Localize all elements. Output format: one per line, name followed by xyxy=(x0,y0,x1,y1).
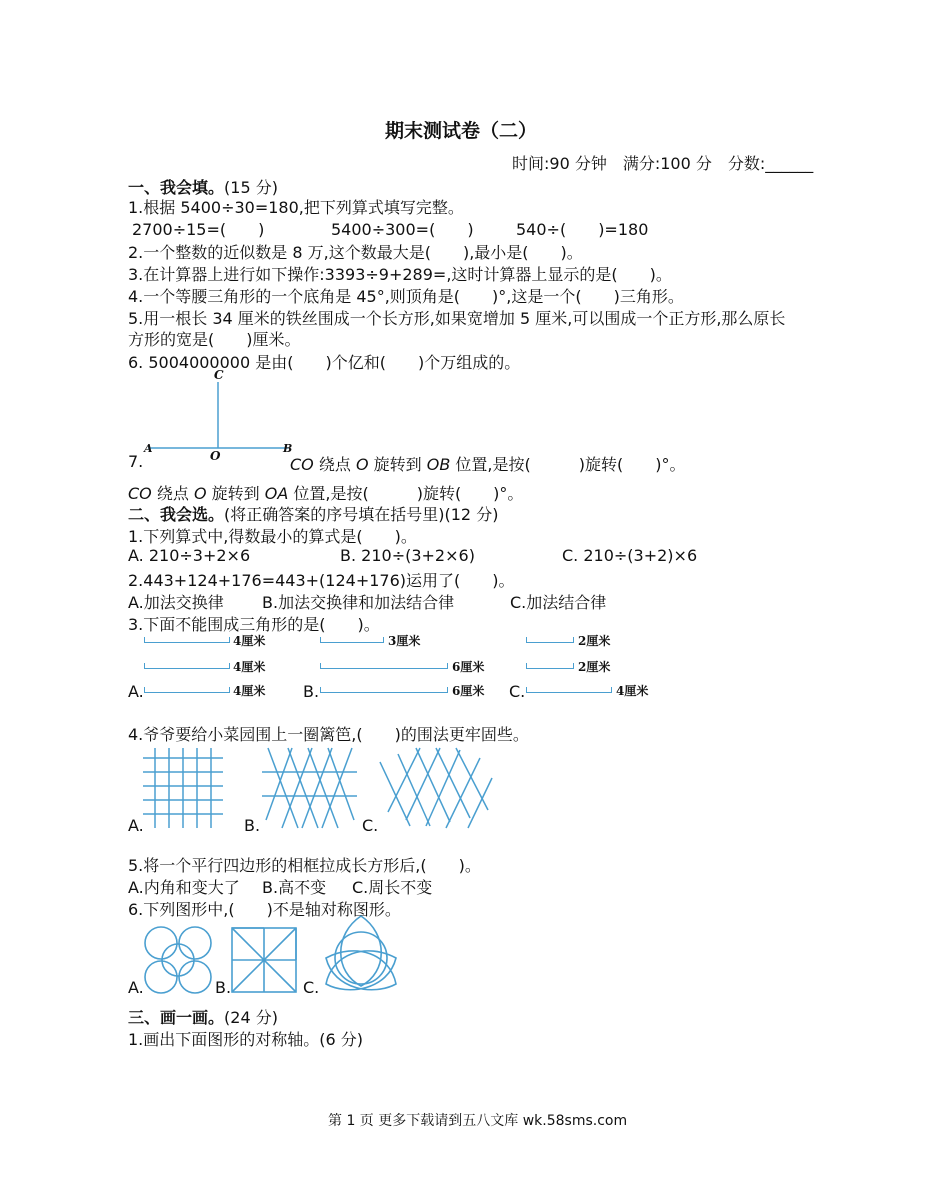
option-a-length-3: 4厘米 xyxy=(233,684,266,698)
q7-a-mid2: 旋转到 xyxy=(368,455,427,474)
label-o: O xyxy=(210,449,221,463)
q7-b-post: 位置,是按( )旋转( )°。 xyxy=(288,484,524,503)
option-b-length-2: 6厘米 xyxy=(452,660,485,674)
option-b-length-1: 3厘米 xyxy=(388,634,421,648)
section2-heading-row xyxy=(128,502,498,525)
option-b-length-3: 6厘米 xyxy=(452,684,485,698)
s2-q2-a: A.加法交换律 xyxy=(128,593,224,612)
label-a: A xyxy=(144,442,153,455)
s2-q5-a: A.内角和变大了 xyxy=(128,878,240,897)
fence-grid-c xyxy=(380,748,492,830)
s2-q2: 2.443+124+176=443+(124+176)运用了( )。 xyxy=(128,571,515,590)
q6-option-b-letter: B. xyxy=(215,978,232,997)
fence-grid-a xyxy=(143,748,223,830)
option-a-segment-3 xyxy=(144,687,230,693)
option-b-segment-2 xyxy=(320,663,448,669)
page-footer: 第 1 页 更多下载请到五八文库 wk.58sms.com xyxy=(328,1113,628,1129)
option-c-segment-1 xyxy=(526,637,574,643)
s1-q7-line2 xyxy=(128,481,523,504)
section3-heading-row xyxy=(128,1005,278,1028)
section1-heading: 一、我会填。 xyxy=(128,178,225,197)
q4-option-c-letter: C. xyxy=(362,816,379,835)
q7-a-mid1: 绕点 xyxy=(313,455,356,474)
s2-q1-a: A. 210÷3+2×6 xyxy=(128,546,251,565)
label-c: C xyxy=(214,368,224,382)
s1-q5-line2: 方形的宽是( )厘米。 xyxy=(128,330,301,349)
q6-option-a-letter: A. xyxy=(128,978,144,997)
s1-q1-b: 5400÷300=( ) xyxy=(331,220,474,239)
option-c-segment-3 xyxy=(526,687,612,693)
s2-q6: 6.下列图形中,( )不是轴对称图形。 xyxy=(128,900,401,919)
s1-q7-line1 xyxy=(290,452,685,475)
s1-q7-number: 7. xyxy=(128,452,144,471)
s2-q2-b: B.加法交换律和加法结合律 xyxy=(262,593,455,612)
q7-b-o: O xyxy=(193,484,207,503)
s1-q5-line1: 5.用一根长 34 厘米的铁丝围成一个长方形,如果宽增加 5 厘米,可以围成一个正方形,那么原长 xyxy=(128,309,786,328)
q7-a-co: CO xyxy=(290,455,314,474)
section3-heading: 三、画一画。 xyxy=(128,1008,225,1027)
q7-b-mid1: 绕点 xyxy=(151,484,194,503)
triquetra-figure xyxy=(318,914,404,998)
section1-score: (15 分) xyxy=(224,178,278,197)
flower-figure xyxy=(142,926,214,994)
s1-q6: 6. 5004000000 是由( )个亿和( )个万组成的。 xyxy=(128,353,521,372)
option-c-length-2: 2厘米 xyxy=(578,660,611,674)
option-a-letter: A. xyxy=(128,682,144,701)
option-c-length-1: 2厘米 xyxy=(578,634,611,648)
s2-q4: 4.爷爷要给小菜园围上一圈篱笆,( )的围法更牢固些。 xyxy=(128,725,529,744)
pinwheel-figure xyxy=(230,926,300,994)
option-b-letter: B. xyxy=(303,682,320,701)
s1-q1-a: 2700÷15=( ) xyxy=(132,220,265,239)
option-a-segment-2 xyxy=(144,663,230,669)
exam-info: 时间:90 分钟 满分:100 分 分数:______ xyxy=(512,154,814,173)
q7-b-oa: OA xyxy=(264,484,289,503)
q7-a-post: 位置,是按( )旋转( )°。 xyxy=(450,455,686,474)
s2-q1-c: C. 210÷(3+2)×6 xyxy=(562,546,698,565)
q7-a-ob: OB xyxy=(426,455,451,474)
s3-q1: 1.画出下面图形的对称轴。(6 分) xyxy=(128,1030,364,1049)
s1-q3: 3.在计算器上进行如下操作:3393÷9+289=,这时计算器上显示的是( )。 xyxy=(128,265,672,284)
q7-b-co: CO xyxy=(128,484,152,503)
option-c-segment-2 xyxy=(526,663,574,669)
option-b-segment-3 xyxy=(320,687,448,693)
s1-q1: 1.根据 5400÷30=180,把下列算式填写完整。 xyxy=(128,198,464,217)
page-title: 期末测试卷（二） xyxy=(385,120,538,142)
section3-score: (24 分) xyxy=(224,1008,278,1027)
s1-q2: 2.一个整数的近似数是 8 万,这个数最大是( ),最小是( )。 xyxy=(128,243,583,262)
q7-a-o: O xyxy=(355,455,369,474)
s2-q3: 3.下面不能围成三角形的是( )。 xyxy=(128,615,380,634)
section2-score: (将正确答案的序号填在括号里)(12 分) xyxy=(224,505,499,524)
option-b-segment-1 xyxy=(320,637,384,643)
s2-q5: 5.将一个平行四边形的相框拉成长方形后,( )。 xyxy=(128,856,481,875)
section2-heading: 二、我会选。 xyxy=(128,505,225,524)
q6-option-c-letter: C. xyxy=(303,978,320,997)
q7-b-mid2: 旋转到 xyxy=(206,484,265,503)
s2-q5-c: C.周长不变 xyxy=(352,878,433,897)
option-a-segment-1 xyxy=(144,637,230,643)
s2-q1-b: B. 210÷(3+2×6) xyxy=(340,546,475,565)
s1-q4: 4.一个等腰三角形的一个底角是 45°,则顶角是( )°,这是一个( )三角形。 xyxy=(128,287,684,306)
fence-grid-b xyxy=(262,748,357,830)
q4-option-b-letter: B. xyxy=(244,816,261,835)
option-c-length-3: 4厘米 xyxy=(616,684,649,698)
option-a-length-2: 4厘米 xyxy=(233,660,266,674)
s1-q1-c: 540÷( )=180 xyxy=(516,220,649,239)
label-b: B xyxy=(283,442,293,455)
s2-q5-b: B.高不变 xyxy=(262,878,327,897)
option-c-letter: C. xyxy=(509,682,526,701)
option-a-length-1: 4厘米 xyxy=(233,634,266,648)
q4-option-a-letter: A. xyxy=(128,816,144,835)
s2-q2-c: C.加法结合律 xyxy=(510,593,607,612)
s2-q1: 1.下列算式中,得数最小的算式是( )。 xyxy=(128,527,417,546)
